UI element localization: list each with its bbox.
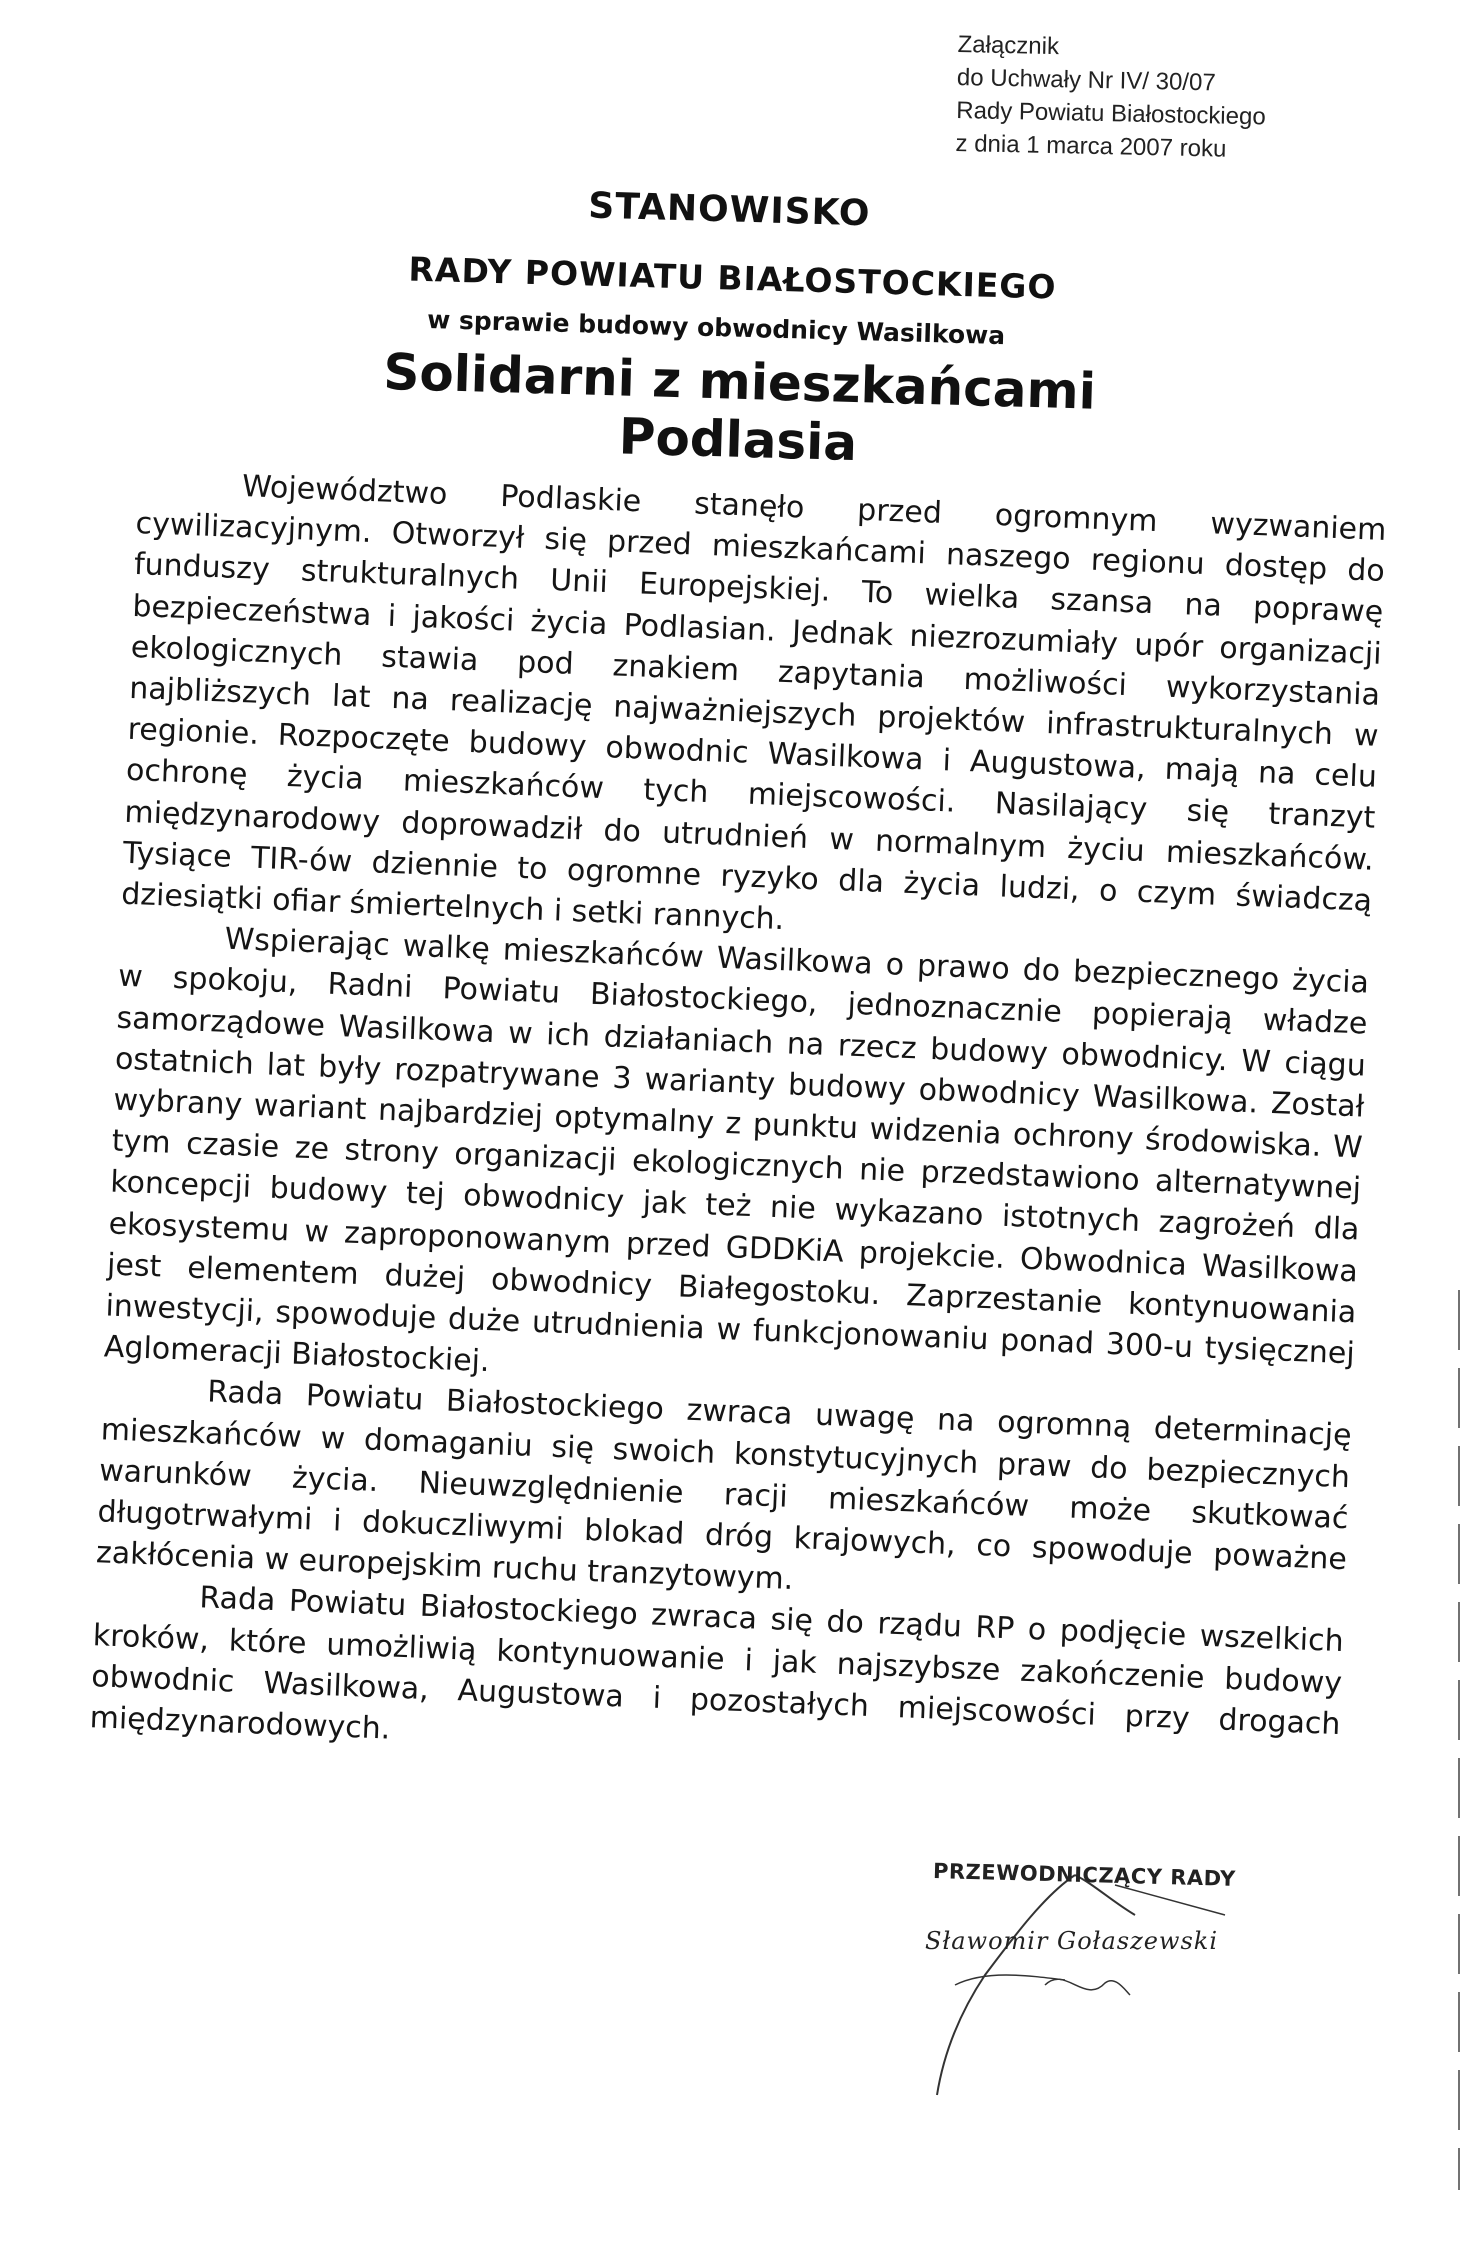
body-paragraph-3: Rada Powiatu Białostockiego zwraca uwagę na ogromną determinację mieszkańców w domaganiu się swoich konstytucyjnych praw do bezpiecznych warunków życia. Nieuwzględnienie racji mieszkańców może skutkować długotrwałymi i dokuczliwymi blokad dróg krajowych, co spowoduje poważne zakłócenia w europejskim ruchu tranzytowym. <box>95 1374 1353 1598</box>
attachment-label: Załącznik <box>957 30 1060 61</box>
title-slogan: Solidarni z mieszkańcami Podlasia <box>382 342 1097 473</box>
signature-name: Sławomir Gołaszewski <box>925 1927 1219 1955</box>
signature-title: PRZEWODNICZĄCY RADY <box>932 1859 1237 1891</box>
signature-block <box>925 1855 1255 2115</box>
body-paragraph-1: Województwo Podlaskie stanęło przed ogromnym wyzwaniem cywilizacyjnym. Otworzył się przed mieszkańcami naszego regionu dostęp do funduszy strukturalnych Unii Europejskiej. To wielka szansa na poprawę bezpieczeństwa i jakości życia Podlasian. Jednak niezrozumiały upór organizacji ekologicznych stawia pod znakiem zapytania możliwości wykorzystania najbliższych lat na realizację najważniejszych projektów infrastrukturalnych w regionie. Rozpoczęte budowy obwodnic Wasilkowa i Augustowa, mają na celu ochronę życia mieszkańców tych miejscowości. Nasilający się tranzyt międzynarodowy doprowadził do utrudnień w normalnym życiu mieszkańców. Tysiące TIR-ów dziennie to ogromne ryzyko dla życia ludzi, o czym świadczą dziesiątki ofiar śmiertelnych i setki rannych. <box>120 469 1387 938</box>
signature-scribble <box>925 1855 1255 2115</box>
document-body <box>89 462 1387 1786</box>
document-title <box>292 177 1199 481</box>
scan-margin-line <box>1458 1290 1460 2190</box>
body-paragraph-2: Wspierając walkę mieszkańców Wasilkowa o prawo do bezpiecznego życia w spokoju, Radni Powiatu Białostockiego, jednoznacznie popierają władze samorządowe Wasilkowa w ich działaniach na rzecz budowy obwodnicy. W ciągu ostatnich lat były rozpatrywane 3 warianty budowy obwodnicy Wasilkowa. Został wybrany wariant najbardziej optymalny z punktu widzenia ochrony środowiska. W tym czasie ze strony organizacji ekologicznych nie przedstawiono alternatywnej koncepcji budowy tej obwodnicy jak też nie wykazano istotnych zagrożeń dla ekosystemu w zaproponowanym przed GDDKiA projekcie. Obwodnica Wasilkowa jest elementem dużej obwodnicy Białegostoku. Zaprzestanie kontynuowania inwestycji, spowoduje duże utrudnienia w funkcjonowaniu ponad 300-u tysięcznej Aglomeracji Białostockiej. <box>103 921 1370 1380</box>
title-issuer: RADY POWIATU BIAŁOSTOCKIEGO <box>408 249 1058 307</box>
resolution-date: z dnia 1 marca 2007 roku <box>955 129 1227 163</box>
title-heading: STANOWISKO <box>587 185 872 235</box>
body-paragraph-4: Rada Powiatu Białostockiego zwraca się do rządu RP o podjęcie wszelkich kroków, które umożliwią kontynuowanie i jak najszybsze zakończenie budowy obwodnic Wasilkowa, Augustowa i pozostałych miejscowości przy drogach międzynarodowych. <box>89 1580 1345 1747</box>
attachment-note <box>955 28 1267 166</box>
council-name: Rady Powiatu Białostockiego <box>955 96 1267 131</box>
title-subject: w sprawie budowy obwodnicy Wasilkowa <box>426 305 1006 351</box>
resolution-number: do Uchwały Nr IV/ 30/07 <box>956 63 1216 97</box>
